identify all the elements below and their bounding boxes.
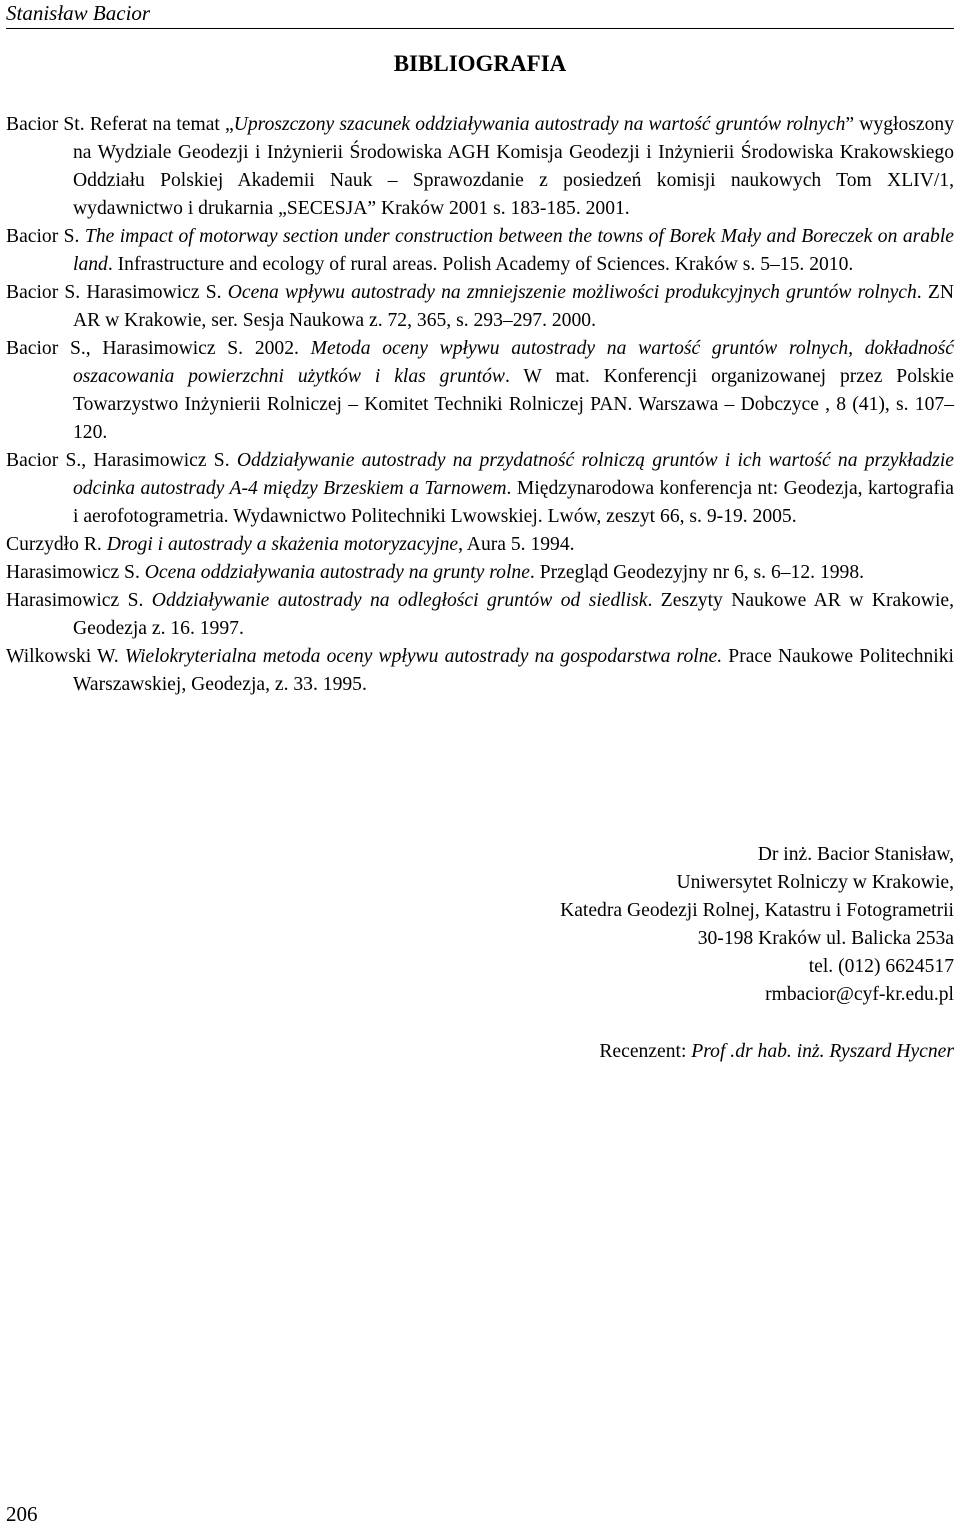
reference-details: . Infrastructure and ecology of rural areas. Polish Academy of Sciences. Kraków s. 5–15. 2010. xyxy=(107,254,854,275)
reviewer-line xyxy=(599,1038,954,1066)
reference-title: Uproszczony szacunek oddziaływania autostrady na wartość gruntów rolnych xyxy=(233,114,846,135)
reference-details: . ZN AR w Krakowie, ser. Sesja Naukowa z. 72, 365, s. 293–297. 2000. xyxy=(73,282,954,331)
reference-author: Bacior S., Harasimowicz S. 2002. xyxy=(6,338,311,359)
reference-entry xyxy=(6,447,954,531)
reference-details: . Przegląd Geodezyjny nr 6, s. 6–12. 1998. xyxy=(529,562,865,583)
reference-title: Drogi i autostrady a skażenia motoryzacyjne xyxy=(106,534,459,555)
page-number: 206 xyxy=(6,1502,38,1526)
author-affiliation xyxy=(254,841,954,1009)
running-head: Stanisław Bacior xyxy=(6,1,151,25)
affiliation-department: Katedra Geodezji Rolnej, Katastru i Fotogrametrii xyxy=(560,900,954,921)
header-rule xyxy=(6,28,954,29)
reference-entry xyxy=(6,531,954,559)
reference-details: Prace Naukowe Politechniki Warszawskiej, Geodezja, z. 33. 1995. xyxy=(73,646,954,695)
page-title: BIBLIOGRAFIA xyxy=(393,51,567,76)
reference-entry xyxy=(6,279,954,335)
reference-author: Harasimowicz S. xyxy=(6,590,152,611)
affiliation-author: Dr inż. Bacior Stanisław, xyxy=(757,844,954,865)
affiliation-address: 30-198 Kraków ul. Balicka 253a xyxy=(697,928,954,949)
reference-title: Oddziaływanie autostrady na przydatność rolniczą gruntów i ich wartość na przykładzie odcinka autostrady A-4 między Brzeskiem a Tarnowem xyxy=(73,450,954,499)
reference-author: Bacior S. xyxy=(6,226,85,247)
reviewer-label: Recenzent: xyxy=(599,1041,692,1062)
reference-title: The impact of motorway section under construction between the towns of Borek Mały and Boreczek on arable land xyxy=(73,226,954,275)
affiliation-phone: tel. (012) 6624517 xyxy=(808,956,954,977)
reference-author: Harasimowicz S. xyxy=(6,562,145,583)
reference-entry xyxy=(6,643,954,699)
reference-entry xyxy=(6,335,954,447)
reference-title: Ocena oddziaływania autostrady na grunty rolne xyxy=(144,562,530,583)
reference-details: ” wygłoszony na Wydziale Geodezji i Inżynierii Środowiska AGH Komisja Geodezji i Inżynierii Środowiska Krakowskiego Oddziału Polskiej Akademii Nauk – Sprawozdanie z posiedzeń komisji naukowych Tom XLIV/1, wydawnictwo i drukarnia „SECESJA” Kraków 2001 s. 183-185. 2001. xyxy=(73,114,954,219)
reference-author: Bacior S. Harasimowicz S. xyxy=(6,282,228,303)
reviewer-name: Prof .dr hab. inż. Ryszard Hycner xyxy=(691,1041,954,1062)
reference-details: . Międzynarodowa konferencja nt: Geodezja, kartografia i aerofotogrametria. Wydawnictwo Politechniki Lwowskiej. Lwów, zeszyt 66, s. 9-19. 2005. xyxy=(73,478,954,527)
reference-title: Wielokryterialna metoda oceny wpływu autostrady na gospodarstwa rolne. xyxy=(124,646,723,667)
affiliation-email: rmbacior@cyf-kr.edu.pl xyxy=(765,984,954,1005)
reference-title: Oddziaływanie autostrady na odległości gruntów od siedlisk xyxy=(151,590,648,611)
reference-author: Curzydło R. xyxy=(6,534,107,555)
reference-entry xyxy=(6,587,954,643)
affiliation-university: Uniwersytet Rolniczy w Krakowie, xyxy=(676,872,954,893)
reference-details: , Aura 5. 1994. xyxy=(458,534,575,555)
reference-details: . W mat. Konferencji organizowanej przez Polskie Towarzystwo Inżynierii Rolniczej – Komitet Techniki Rolniczej PAN. Warszawa – Dobczyce , 8 (41), s. 107–120. xyxy=(73,366,954,443)
reference-author: Wilkowski W. xyxy=(6,646,125,667)
reference-author: Bacior St. Referat na temat „ xyxy=(6,114,234,135)
reference-title: Metoda oceny wpływu autostrady na wartość gruntów rolnych, dokładność oszacowania powierzchni użytków i klas gruntów xyxy=(73,338,954,387)
reference-entry xyxy=(6,223,954,279)
reference-details: . Zeszyty Naukowe AR w Krakowie, Geodezja z. 16. 1997. xyxy=(73,590,954,639)
reference-author: Bacior S., Harasimowicz S. xyxy=(6,450,237,471)
reference-title: Ocena wpływu autostrady na zmniejszenie możliwości produkcyjnych gruntów rolnych xyxy=(227,282,917,303)
reference-entry xyxy=(6,111,954,223)
bibliography-list xyxy=(6,111,954,699)
reference-entry xyxy=(6,559,954,587)
